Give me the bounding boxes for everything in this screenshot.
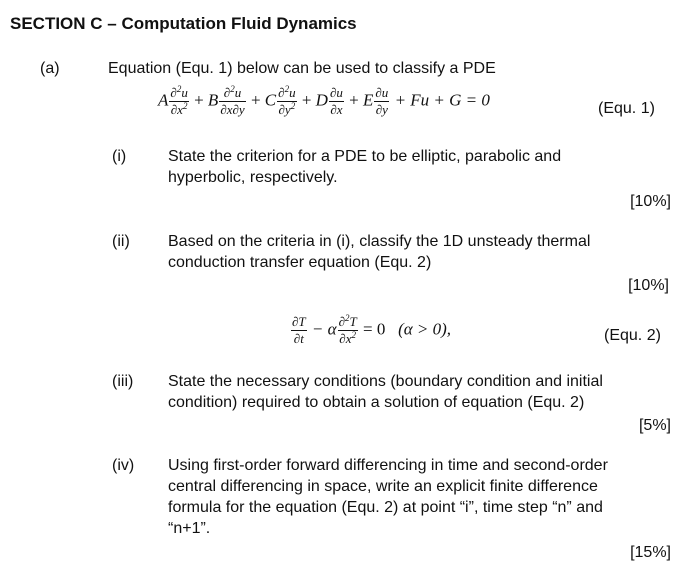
section-title: SECTION C – Computation Fluid Dynamics [10, 14, 357, 33]
question-iv-text-line4: “n+1”. [168, 520, 211, 537]
question-iii-text-line1: State the necessary conditions (boundary condition and initial [168, 373, 603, 390]
question-i-label: (i) [112, 148, 127, 165]
frac-du-dx: $\frac{\partial u}{\partial x}$ [329, 85, 343, 117]
equation-1-tag: (Equ. 1) [598, 100, 655, 117]
question-iv-text-line3: formula for the equation (Equ. 2) at point “i”, time step “n” and [168, 499, 603, 516]
question-iv-text-line1: Using first-order forward differencing in time and second-order [168, 457, 608, 474]
frac-du-dy: $\frac{\partial u}{\partial y}$ [375, 85, 389, 117]
question-ii-marks: [10%] [628, 277, 669, 294]
equation-2-condition: (α > 0), [398, 319, 452, 339]
coef-b: B [207, 90, 219, 110]
frac-d2u-dxdy: $\frac{\partial^2u}{\partial x\partial y}$ [220, 84, 245, 117]
question-i-marks: [10%] [630, 193, 671, 210]
part-a-intro: Equation (Equ. 1) below can be used to classify a PDE [108, 60, 496, 77]
frac-d2u-dy2: $\frac{\partial^2u}{\partial y^2}$ [278, 84, 296, 117]
equation-2-equals-zero: = 0 [362, 319, 386, 339]
question-iv-marks: [15%] [630, 544, 671, 561]
coef-d: D [315, 90, 328, 110]
frac-dT-dt: $\frac{\partial T}{\partial t}$ [292, 314, 306, 346]
equation-2 [290, 315, 451, 346]
coef-e: E [362, 90, 374, 110]
question-ii-text-line2: conduction transfer equation (Equ. 2) [168, 254, 432, 271]
question-ii-text-line1: Based on the criteria in (i), classify the 1D unsteady thermal [168, 233, 591, 250]
question-iii-label: (iii) [112, 373, 134, 390]
question-iii-marks: [5%] [638, 417, 671, 434]
question-i-text-line1: State the criterion for a PDE to be elliptic, parabolic and [168, 148, 562, 165]
equation-2-minus-alpha: − α [311, 319, 337, 339]
coef-c: C [264, 90, 277, 110]
part-a-label: (a) [40, 60, 60, 77]
question-i-text-line2: hyperbolic, respectively. [168, 169, 338, 186]
question-ii-label: (ii) [112, 233, 130, 250]
coef-a: A [158, 90, 169, 110]
question-iii-text-line2: condition) required to obtain a solution of equation (Equ. 2) [168, 394, 585, 411]
frac-d2u-dx2: $\frac{\partial^2u}{\partial x^2}$ [170, 84, 188, 117]
question-iv-text-line2: central differencing in space, write an explicit finite difference [168, 478, 598, 495]
equation-1: A $\frac{\partial^2u}{\partial x^2}$ + B $\frac{\partial^2u}{\partial x\partial y}$ + C $\frac{\partial^2u}{\partial y^2}$ + D $\frac{\partial u}{\partial x}$ + E $\frac{\partial u}{\partial y}$ + Fu + G = 0 [158, 84, 490, 117]
question-iv-label: (iv) [112, 457, 135, 474]
equation-2-tag: (Equ. 2) [604, 327, 661, 344]
equation-1-tail: + Fu + G = 0 [394, 90, 490, 110]
frac-d2T-dx2: $\frac{\partial^2T}{\partial x^2}$ [338, 313, 357, 346]
